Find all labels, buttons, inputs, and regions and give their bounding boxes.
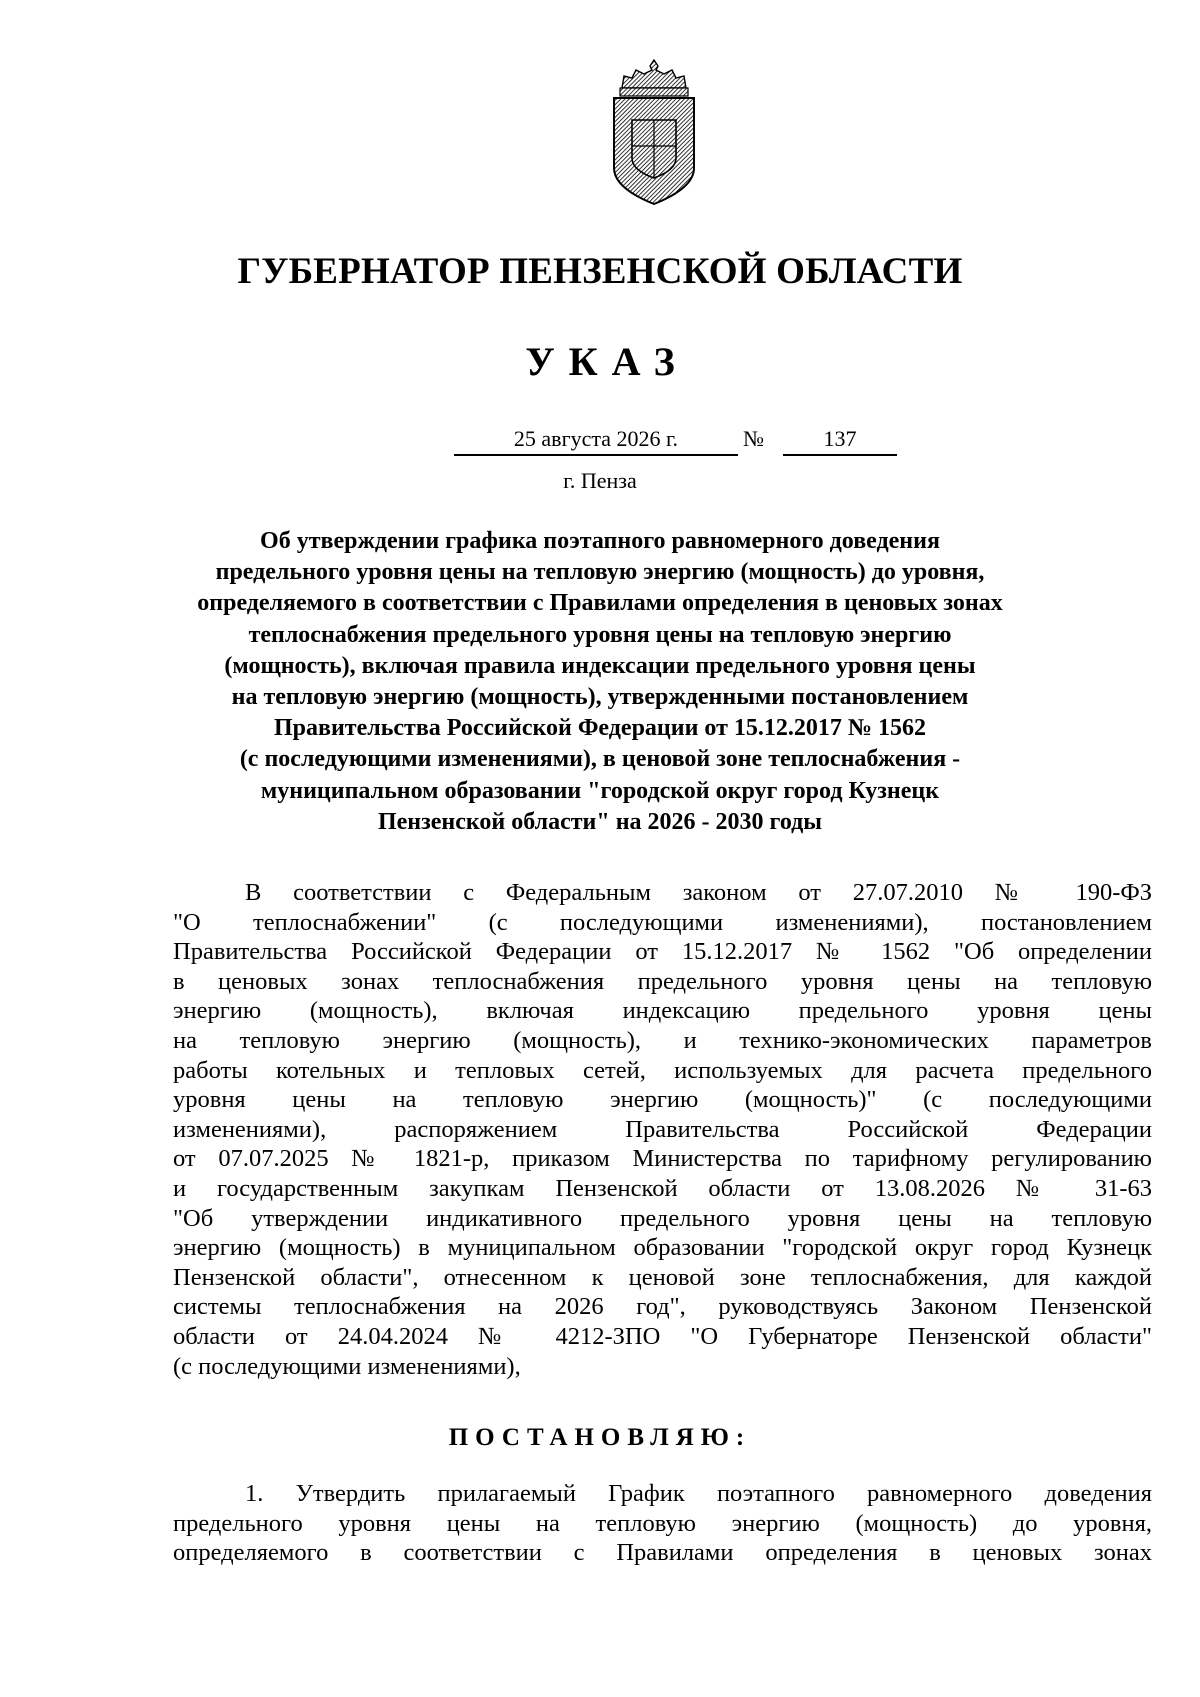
preamble-line: Правительства Российской Федерации от 15.12.2017 № 1562 "Об определении: [173, 938, 1152, 966]
title-line: предельного уровня цены на тепловую энергию (мощность) до уровня,: [215, 559, 985, 586]
title-line: (с последующими изменениями), в ценовой зоне теплоснабжения -: [239, 746, 961, 773]
title-line: Пензенской области" на 2026 - 2030 годы: [377, 808, 823, 835]
preamble-line: системы теплоснабжения на 2026 год", руководствуясь Законом Пензенской: [173, 1293, 1152, 1321]
document-city: г. Пенза: [563, 468, 637, 493]
title-line: Об утверждении графика поэтапного равномерного доведения: [260, 528, 940, 554]
coat-of-arms-emblem: [606, 58, 702, 208]
title-line: на тепловую энергию (мощность), утвержденными постановлением: [231, 684, 969, 711]
preamble-line: и государственным закупкам Пензенской области от 13.08.2026 № 31-63: [173, 1174, 1152, 1202]
preamble-line: изменениями), распоряжением Правительства Российской Федерации: [173, 1115, 1152, 1143]
point-1-line: определяемого в соответствии с Правилами определения в ценовых зонах: [173, 1539, 1152, 1567]
preamble-line: Пензенской области", отнесенном к ценовой зоне теплоснабжения, для каждой: [173, 1263, 1152, 1291]
title-line: Правительства Российской Федерации от 15.12.2017 № 1562: [274, 715, 926, 742]
preamble-line: "Об утверждении индикативного предельного уровня цены на тепловую: [173, 1204, 1152, 1232]
decree-heading: ПОСТАНОВЛЯЮ:: [448, 1424, 752, 1451]
title-line: (мощность), включая правила индексации предельного уровня цены: [224, 652, 976, 679]
document-number: 137: [783, 424, 897, 456]
preamble-line: "О теплоснабжении" (с последующими изменениями), постановлением: [173, 908, 1152, 936]
title-line: определяемого в соответствии с Правилами определения в ценовых зонах: [197, 590, 1003, 617]
preamble-line: от 07.07.2025 № 1821-р, приказом Министерства по тарифному регулированию: [173, 1145, 1152, 1173]
preamble-line: работы котельных и тепловых сетей, используемых для расчета предельного: [173, 1056, 1152, 1084]
preamble-line: на тепловую энергию (мощность), и технико-экономических параметров: [173, 1026, 1152, 1054]
point-1-line: 1. Утвердить прилагаемый График поэтапного равномерного доведения: [245, 1480, 1152, 1507]
preamble-line: энергию (мощность), включая индексацию предельного уровня цены: [173, 997, 1152, 1025]
document-type-heading: УКАЗ: [525, 339, 689, 384]
document-date: 25 августа 2026 г.: [454, 424, 738, 456]
number-sign: №: [743, 426, 764, 451]
preamble-line: области от 24.04.2024 № 4212-ЗПО "О Губернаторе Пензенской области": [173, 1322, 1152, 1350]
document-title: [150, 526, 1050, 838]
preamble-line: (с последующими изменениями),: [173, 1352, 521, 1380]
title-line: теплоснабжения предельного уровня цены на тепловую энергию: [248, 621, 952, 648]
preamble-line: энергию (мощность) в муниципальном образовании "городской округ город Кузнецк: [173, 1234, 1152, 1262]
point-1-line: предельного уровня цены на тепловую энергию (мощность) до уровня,: [173, 1509, 1152, 1537]
preamble-line: В соответствии с Федеральным законом от 27.07.2010 № 190-ФЗ: [245, 879, 1152, 906]
issuing-authority-heading: ГУБЕРНАТОР ПЕНЗЕНСКОЙ ОБЛАСТИ: [237, 251, 963, 292]
preamble-line: уровня цены на тепловую энергию (мощность)" (с последующими: [173, 1086, 1152, 1114]
title-line: муниципальном образовании "городской округ город Кузнецк: [260, 777, 940, 804]
preamble-line: в ценовых зонах теплоснабжения предельного уровня цены на тепловую: [173, 967, 1152, 995]
point-1-paragraph: [173, 1479, 1152, 1568]
preamble-paragraph: [173, 878, 1152, 1381]
